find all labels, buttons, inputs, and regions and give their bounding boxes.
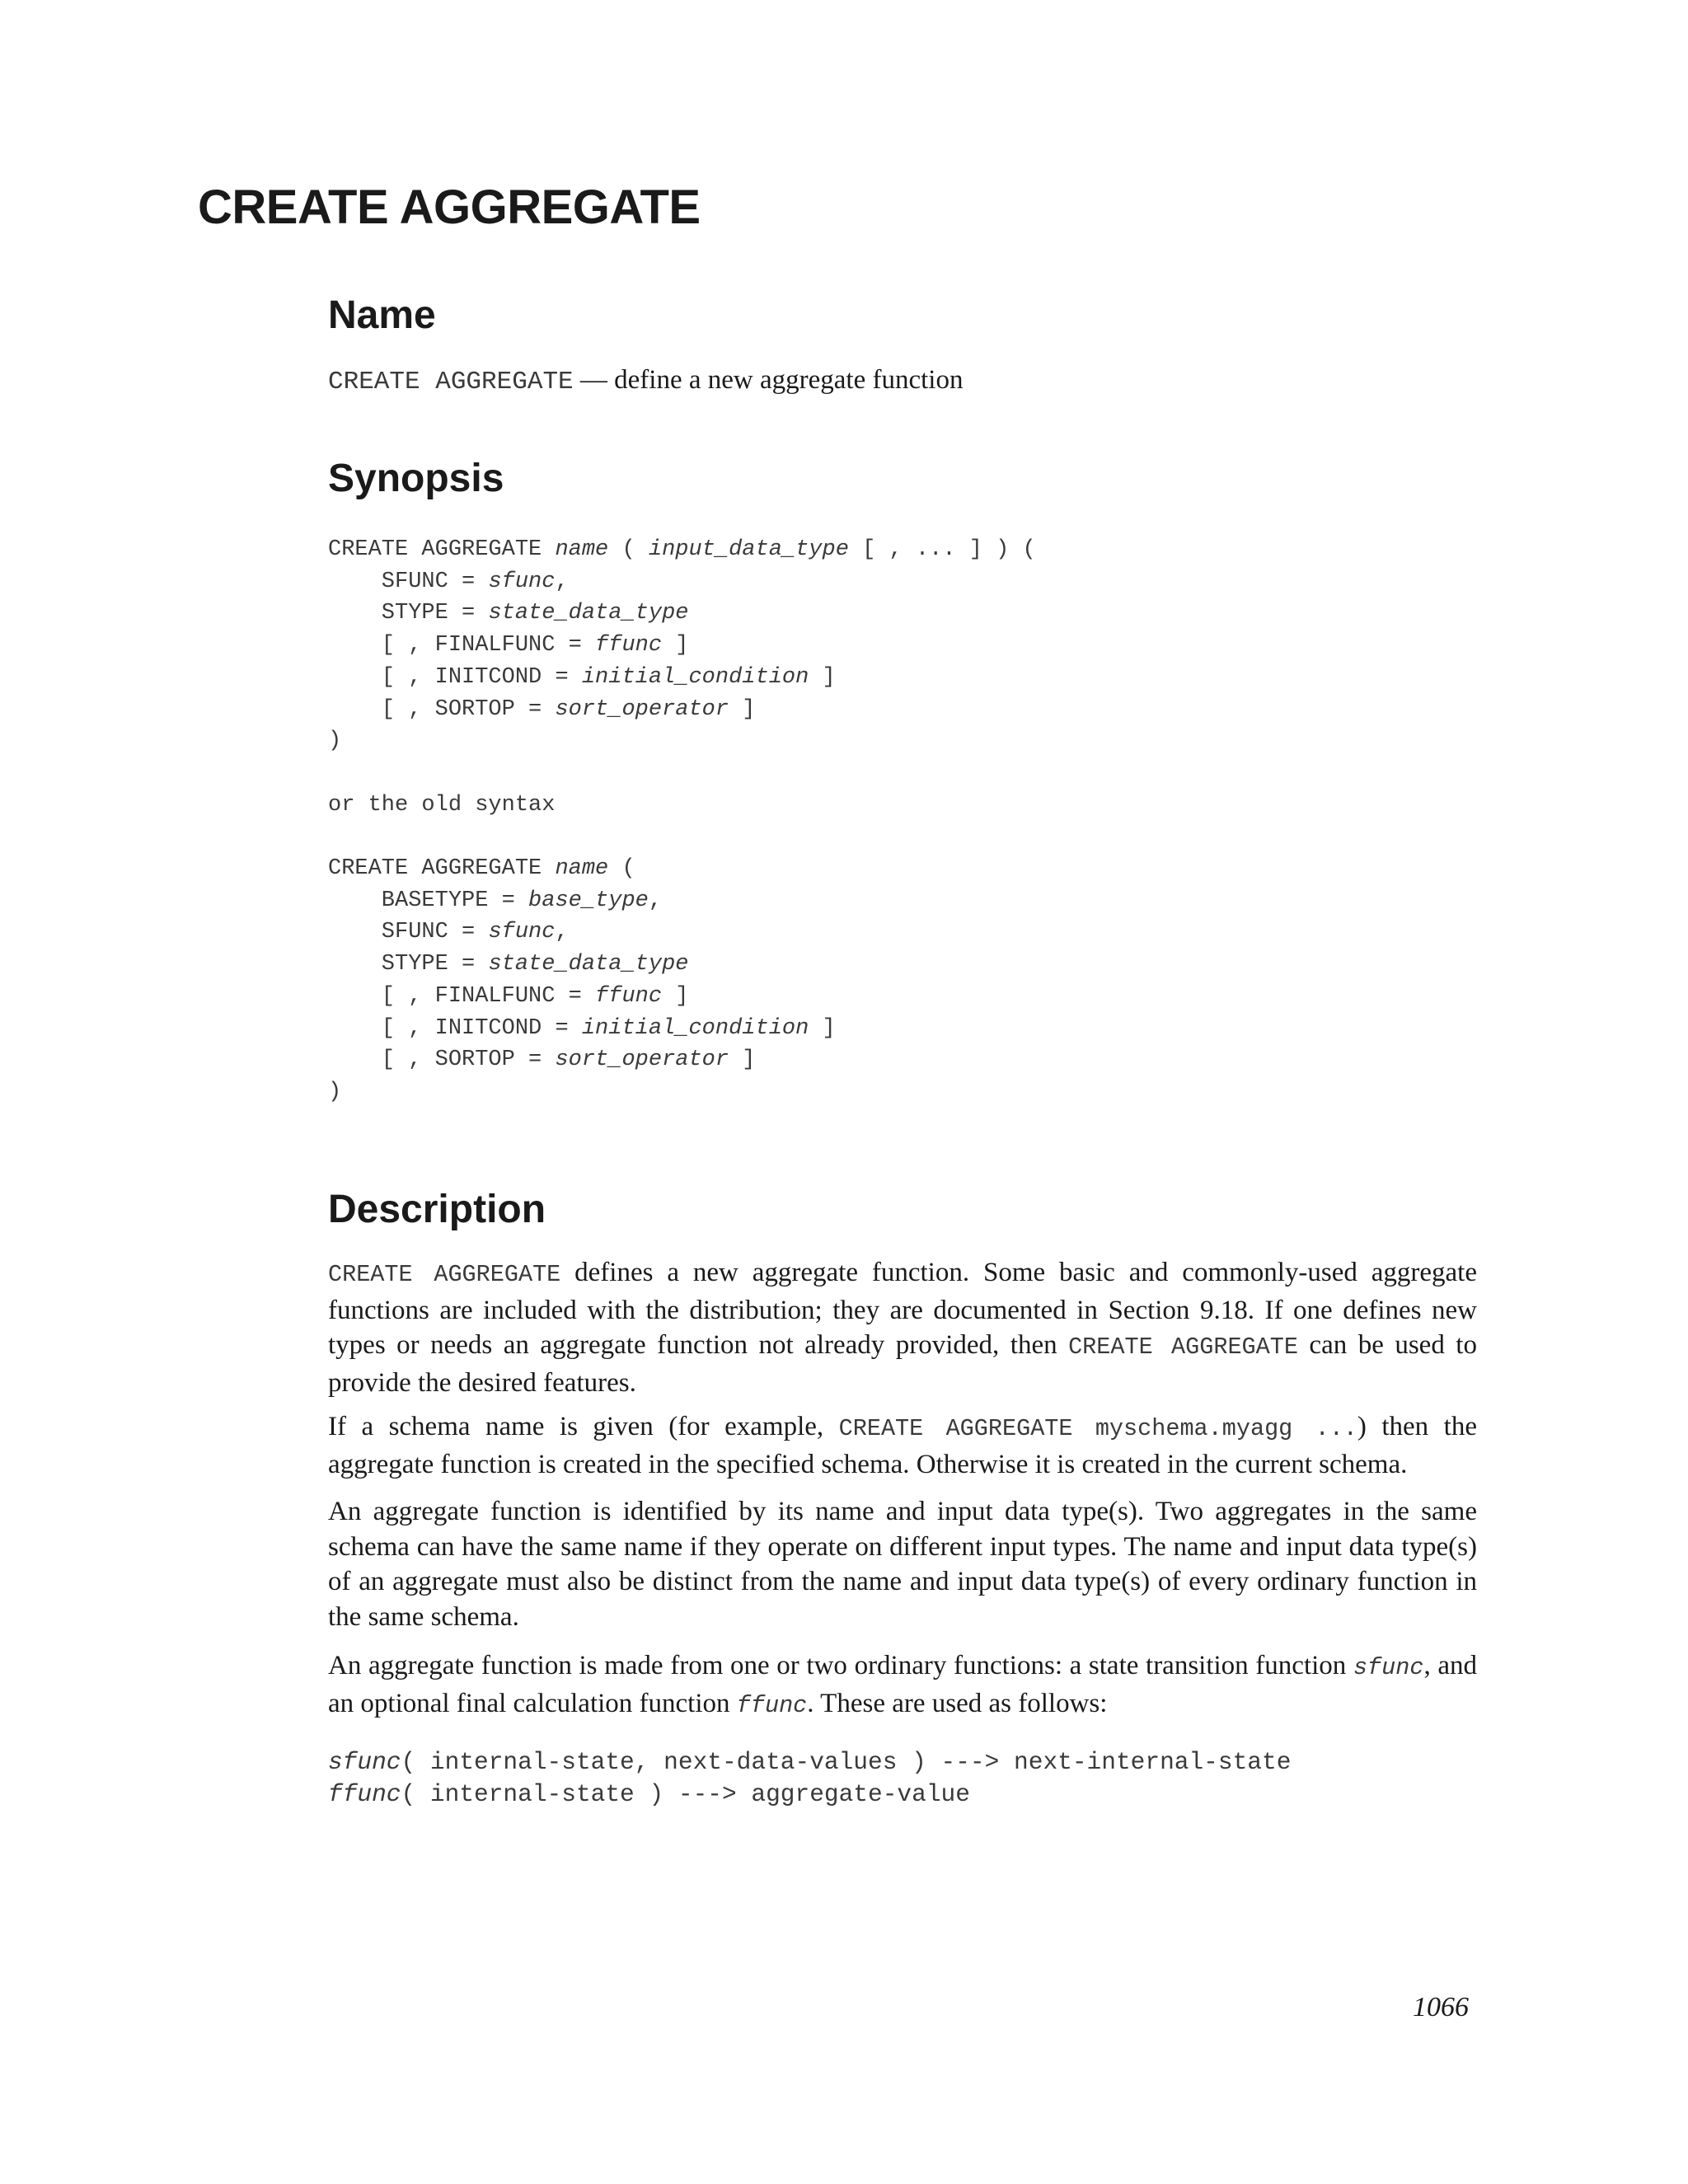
synopsis-code: CREATE AGGREGATE name ( input_data_type [ , ... ] ) ( SFUNC = sfunc, STYPE = state_data_type [ , FINALFUNC = ffunc ] [ , INITCOND = initial_condition ] [ , SORTOP = sort_operator ] ) or the old syntax CREATE AGGREGATE name ( BASETYPE = base_type, SFUNC = sfunc, STYPE = state_data_type [ , FINALFUNC = ffunc ] [ , INITCOND = initial_condition ] [ , SORTOP = sort_operator ] ) bbox=[328, 537, 1036, 1104]
page-title: CREATE AGGREGATE bbox=[198, 180, 701, 234]
name-summary bbox=[328, 363, 963, 399]
page-number: 1066 bbox=[1413, 1992, 1469, 2022]
description-paragraph-3: An aggregate function is identified by its name and input data type(s). Two aggregates in the same schema can have the same name if they operate on different input types. The name and input data type(s) of an aggregate must also be distinct from the name and input data type(s) of every ordinary function in the same schema. bbox=[328, 1497, 1477, 1632]
old-syntax-note: or the old syntax bbox=[328, 792, 556, 818]
name-summary-text: — define a new aggregate function bbox=[573, 365, 964, 395]
description-paragraph-4: An aggregate function is made from one or two ordinary functions: a state transition function sfunc, and an optional final calculation function ffunc. These are used as follows: bbox=[328, 1651, 1477, 1719]
name-heading: Name bbox=[328, 293, 436, 337]
description-paragraph-2: If a schema name is given (for example, CREATE AGGREGATE myschema.myagg ...) then the aggregate function is created in the specified schema. Otherwise it is created in the current schema. bbox=[328, 1412, 1477, 1479]
description-heading: Description bbox=[328, 1188, 546, 1231]
function-usage-code: sfunc( internal-state, next-data-values ) ---> next-internal-state ffunc( internal-state ) ---> aggregate-value bbox=[328, 1748, 1292, 1808]
name-command: CREATE AGGREGATE bbox=[328, 368, 574, 396]
synopsis-heading: Synopsis bbox=[328, 457, 504, 500]
description-paragraph-1: CREATE AGGREGATE defines a new aggregate function. Some basic and commonly-used aggregate functions are included with the distribution; they are documented in Section 9.18. If one defines new types or needs an aggregate function not already provided, then CREATE AGGREGATE can be used to provide the desired features. bbox=[328, 1258, 1477, 1398]
